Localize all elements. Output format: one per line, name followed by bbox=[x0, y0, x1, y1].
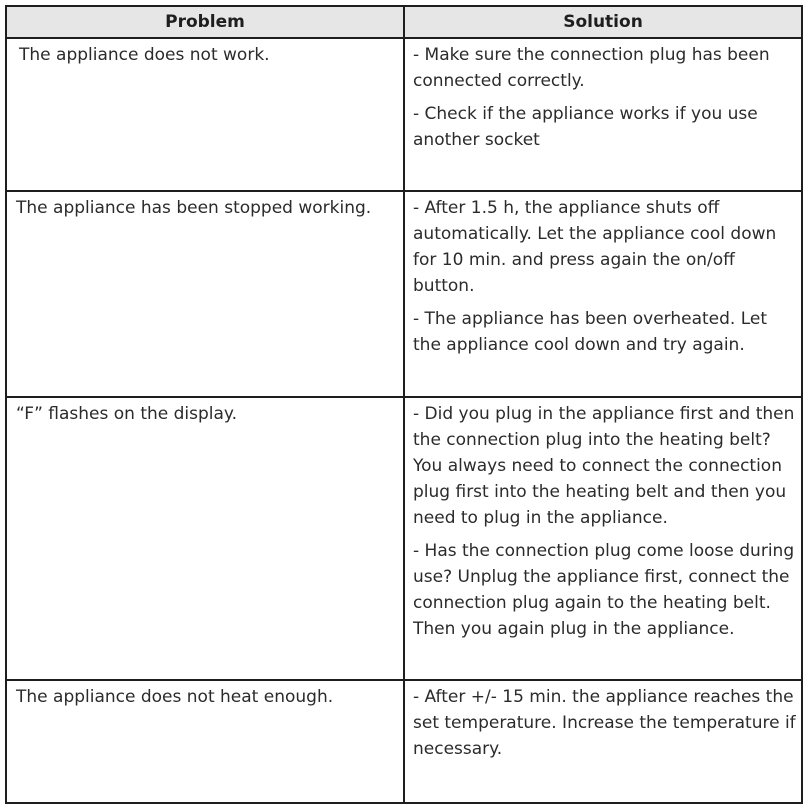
problem-cell: “F” flashes on the display. bbox=[6, 397, 404, 680]
solution-item: - Make sure the connection plug has been connected correctly. bbox=[413, 45, 770, 91]
solution-item: - After +/- 15 min. the appliance reaches the set temperature. Increase the temperature if necessary. bbox=[413, 687, 796, 759]
solution-cell bbox=[404, 680, 802, 803]
solution-item: - After 1.5 h, the appliance shuts off automatically. Let the appliance cool down for 10 min. and press again the on/off button. bbox=[413, 198, 777, 296]
table-row bbox=[6, 191, 802, 397]
problem-header: Problem bbox=[6, 6, 404, 38]
problem-cell: The appliance does not work. bbox=[6, 38, 404, 191]
solution-item: - Check if the appliance works if you use another socket bbox=[413, 104, 758, 150]
troubleshooting-table bbox=[5, 5, 803, 804]
table-row bbox=[6, 397, 802, 680]
solution-cell bbox=[404, 397, 802, 680]
problem-cell: The appliance has been stopped working. bbox=[6, 191, 404, 397]
header-row bbox=[6, 6, 802, 38]
solution-header: Solution bbox=[404, 6, 802, 38]
problem-cell: The appliance does not heat enough. bbox=[6, 680, 404, 803]
solution-item: - Did you plug in the appliance first and then the connection plug into the heating belt? You always need to connect the connection plug first into the heating belt and then you need to plug in the appliance. bbox=[413, 404, 795, 528]
solution-cell bbox=[404, 191, 802, 397]
solution-item: - Has the connection plug come loose during use? Unplug the appliance first, connect the connection plug again to the heating belt. Then you again plug in the appliance. bbox=[413, 541, 795, 639]
table-row bbox=[6, 680, 802, 803]
table-row bbox=[6, 38, 802, 191]
solution-item: - The appliance has been overheated. Let the appliance cool down and try again. bbox=[413, 309, 768, 355]
solution-cell bbox=[404, 38, 802, 191]
